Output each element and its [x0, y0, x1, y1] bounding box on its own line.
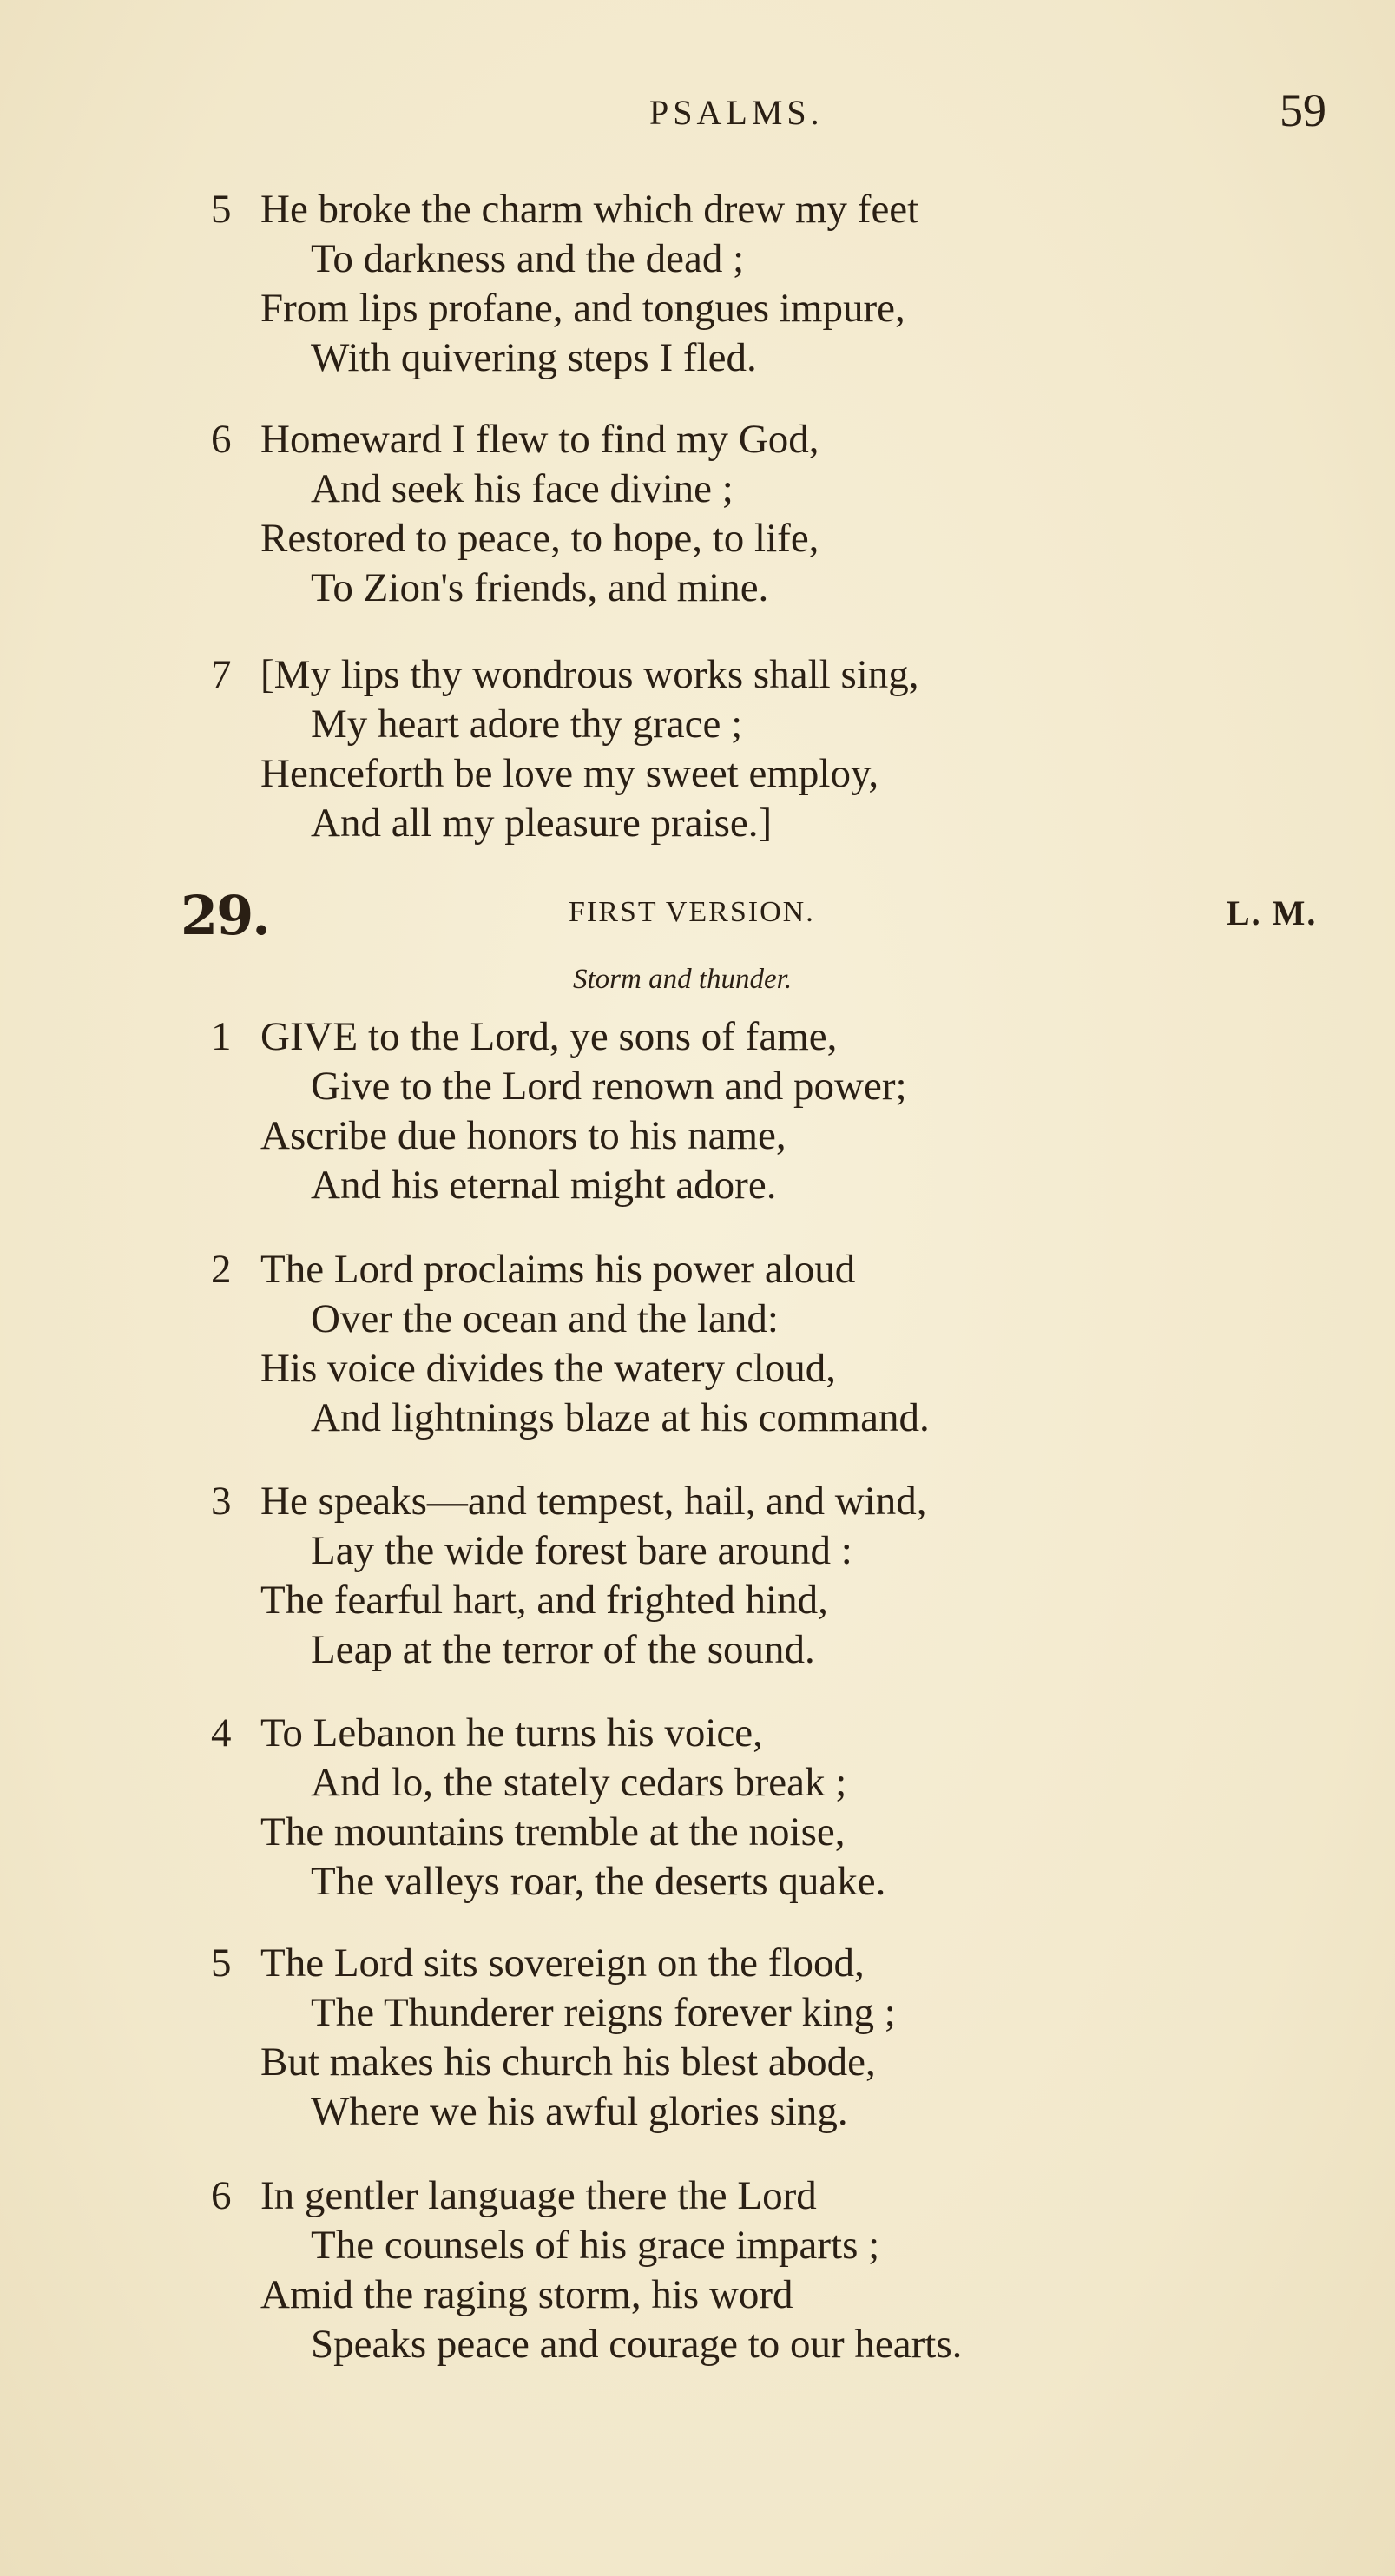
- verse-line: To Lebanon he turns his voice,: [260, 1710, 763, 1756]
- verse-line: Restored to peace, to hope, to life,: [260, 516, 819, 561]
- verse-line: And his eternal might adore.: [311, 1163, 777, 1208]
- verse-line: Give to the Lord renown and power;: [311, 1064, 907, 1109]
- verse-line: The Thunderer reigns forever king ;: [311, 1990, 896, 2035]
- verse-line: With quivering steps I fled.: [311, 335, 757, 380]
- verse-line: His voice divides the watery cloud,: [260, 1346, 837, 1391]
- stanza-number: 2: [211, 1247, 232, 1292]
- stanza-number: 6: [211, 417, 232, 462]
- verse-line: And lo, the stately cedars break ;: [311, 1760, 847, 1805]
- verse-line: Speaks peace and courage to our hearts.: [311, 2322, 963, 2367]
- verse-line: To Zion's friends, and mine.: [311, 565, 769, 610]
- meter-label: L. M.: [1227, 893, 1318, 932]
- verse-line: Henceforth be love my sweet employ,: [260, 751, 879, 796]
- verse-line: Ascribe due honors to his name,: [260, 1113, 786, 1158]
- stanza-number: 5: [211, 1940, 232, 1986]
- psalm-number: 29.: [181, 884, 269, 947]
- verse-line: He broke the charm which drew my feet: [260, 187, 919, 232]
- running-title: PSALMS.: [649, 93, 824, 132]
- verse-line: Over the ocean and the land:: [311, 1296, 779, 1341]
- verse-line: The Lord proclaims his power aloud: [260, 1247, 856, 1292]
- verse-line: And all my pleasure praise.]: [311, 800, 773, 846]
- verse-line: To darkness and the dead ;: [311, 236, 745, 281]
- verse-line: The valleys roar, the deserts quake.: [311, 1859, 886, 1904]
- verse-line: The fearful hart, and frighted hind,: [260, 1578, 828, 1623]
- verse-line: He speaks—and tempest, hail, and wind,: [260, 1479, 927, 1524]
- verse-line: From lips profane, and tongues impure,: [260, 286, 905, 331]
- verse-line: And seek his face divine ;: [311, 466, 734, 511]
- stanza-number: 5: [211, 187, 232, 232]
- verse-line: And lightnings blaze at his command.: [311, 1395, 930, 1440]
- verse-line: My heart adore thy grace ;: [311, 702, 743, 747]
- psalm-subtitle: Storm and thunder.: [573, 964, 793, 995]
- verse-line: The counsels of his grace imparts ;: [311, 2223, 880, 2268]
- verse-line: The Lord sits sovereign on the flood,: [260, 1940, 865, 1986]
- verse-line: GIVE to the Lord, ye sons of fame,: [260, 1014, 838, 1059]
- verse-line: Where we his awful glories sing.: [311, 2089, 848, 2134]
- running-head: [0, 83, 1395, 144]
- verse-line: The mountains tremble at the noise,: [260, 1809, 846, 1855]
- verse-line: [My lips thy wondrous works shall sing,: [260, 652, 919, 697]
- verse-line: But makes his church his blest abode,: [260, 2039, 876, 2085]
- verse-line: Leap at the terror of the sound.: [311, 1627, 815, 1672]
- verse-line: Amid the raging storm, his word: [260, 2272, 793, 2317]
- stanza-number: 7: [211, 652, 232, 697]
- page-number: 59: [1280, 84, 1326, 136]
- stanza-number: 3: [211, 1479, 232, 1524]
- stanza-number: 1: [211, 1014, 232, 1059]
- verse-line: In gentler language there the Lord: [260, 2173, 817, 2218]
- psalm-heading: [0, 884, 1395, 995]
- verse-line: Lay the wide forest bare around :: [311, 1528, 852, 1573]
- verse-line: Homeward I flew to find my God,: [260, 417, 819, 462]
- version-label: FIRST VERSION.: [569, 896, 815, 928]
- stanza-number: 4: [211, 1710, 232, 1756]
- stanza-number: 6: [211, 2173, 232, 2218]
